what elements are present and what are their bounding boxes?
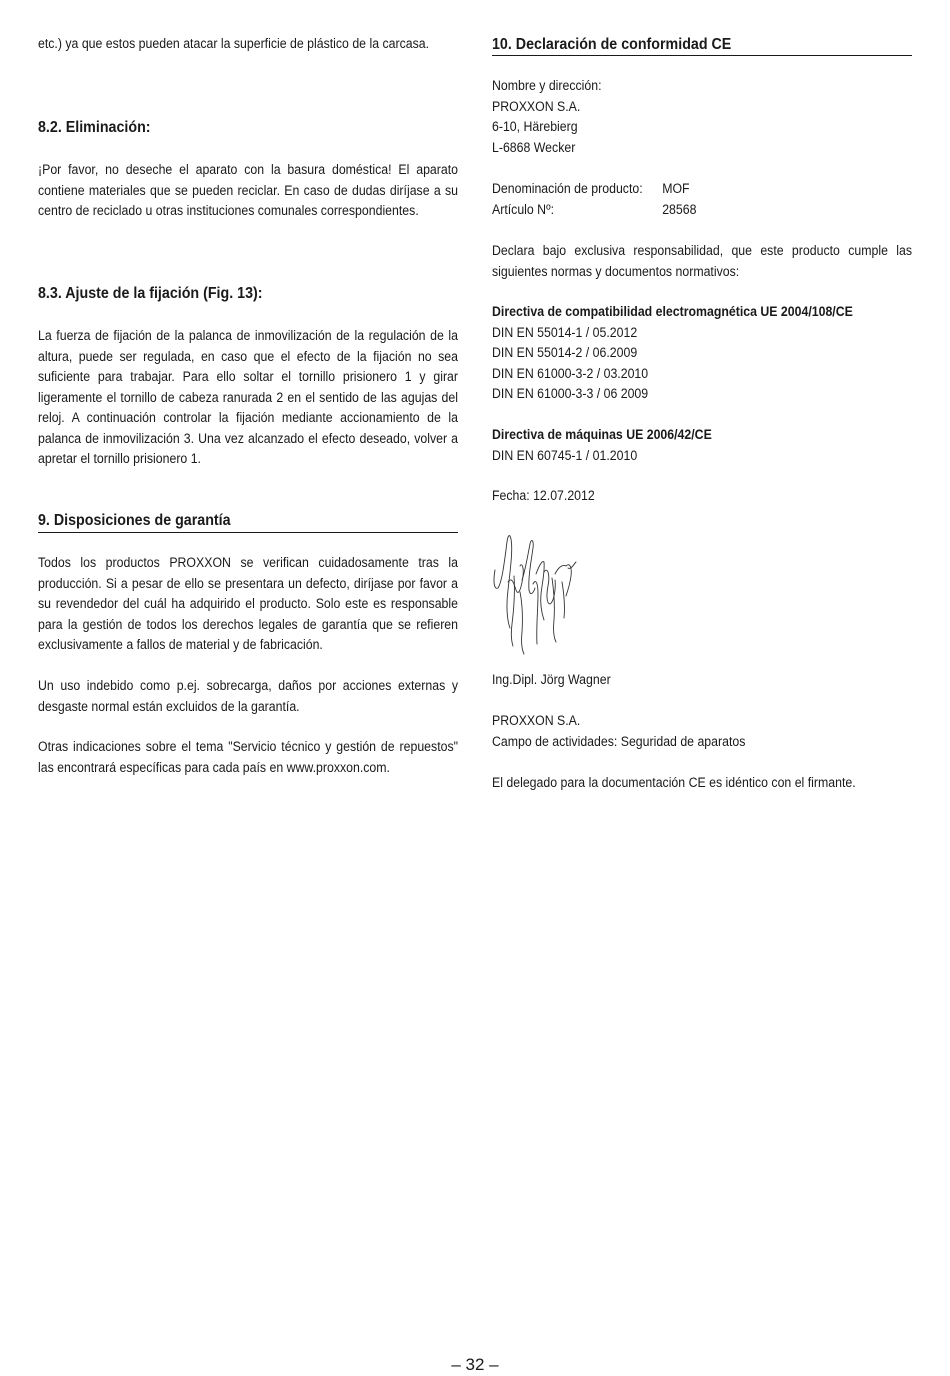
address-line: 6-10, Härebierg bbox=[492, 119, 578, 134]
emc-norm: DIN EN 55014-2 / 06.2009 bbox=[492, 345, 638, 360]
emc-norm: DIN EN 61000-3-2 / 03.2010 bbox=[492, 365, 649, 381]
emc-norm: DIN EN 55014-1 / 05.2012 bbox=[492, 324, 638, 340]
section-9-heading-rule bbox=[38, 511, 458, 533]
section-8-2-heading: 8.2. Eliminación: bbox=[38, 119, 151, 136]
delegate-note: El delegado para la documentación CE es idéntico con el firmante. bbox=[492, 775, 856, 790]
article-label: Artículo Nº: bbox=[492, 201, 555, 217]
address-label: Nombre y dirección: bbox=[492, 78, 602, 93]
product-row bbox=[492, 179, 912, 200]
company-block bbox=[492, 711, 912, 752]
section-10-heading: 10. Declaración de conformidad CE bbox=[492, 36, 732, 53]
emc-norm: DIN EN 61000-3-3 / 06 2009 bbox=[492, 386, 649, 401]
page-number: – 32 – bbox=[451, 1355, 499, 1374]
article-row bbox=[492, 200, 912, 221]
section-9-heading: 9. Disposiciones de garantía bbox=[38, 512, 231, 529]
machine-directive bbox=[492, 425, 912, 466]
product-value: MOF bbox=[662, 181, 690, 196]
address-block bbox=[492, 76, 912, 158]
machine-heading: Directiva de máquinas UE 2006/42/CE bbox=[492, 427, 712, 442]
company-name: PROXXON S.A. bbox=[492, 713, 581, 728]
product-info bbox=[492, 179, 912, 220]
signer-name: Ing.Dipl. Jörg Wagner bbox=[492, 672, 611, 687]
section-9-body-3: Otras indicaciones sobre el tema "Servicio técnico y gestión de repuestos" las encontrará específicas para cada país en www.proxxon.com. bbox=[38, 739, 459, 775]
section-8-2-body: ¡Por favor, no deseche el aparato con la basura doméstica! El aparato contiene materiales que se pueden reciclar. En caso de dudas diríjase a su centro de reciclado u otras instituciones comunales correspondientes. bbox=[38, 162, 459, 218]
date-text: Fecha: 12.07.2012 bbox=[492, 488, 595, 503]
emc-directive bbox=[492, 302, 912, 405]
declaration-text: Declara bajo exclusiva responsabilidad, que este producto cumple las siguientes normas y documentos normativos: bbox=[492, 243, 913, 279]
intro-text: etc.) ya que estos pueden atacar la superficie de plástico de la carcasa. bbox=[38, 36, 430, 51]
section-10-heading-rule bbox=[492, 35, 912, 56]
section-8-3-body: La fuerza de fijación de la palanca de inmovilización de la regulación de la altura, puede ser regulada, en caso que el efecto de la fijación no sea suficiente para trabajar. Para ello soltar el tornillo prisionero 1 y girar ligeramente el tornillo de cabeza ranurada 2 en el sentido de las agujas del reloj. A continuación controlar la fijación mediante accionamiento de la palanca de inmovilización 3. Una vez alcanzado el efecto deseado, volver a apretar el tornillo prisionero 1. bbox=[38, 328, 459, 466]
machine-norm: DIN EN 60745-1 / 01.2010 bbox=[492, 447, 638, 463]
section-9-body-2: Un uso indebido como p.ej. sobrecarga, daños por acciones externas y desgaste normal están excluidos de la garantía. bbox=[38, 678, 459, 714]
address-line: PROXXON S.A. bbox=[492, 98, 581, 114]
article-value: 28568 bbox=[662, 201, 697, 217]
product-label: Denominación de producto: bbox=[492, 181, 643, 196]
emc-heading: Directiva de compatibilidad electromagnética UE 2004/108/CE bbox=[492, 304, 853, 319]
section-8-3-heading: 8.3. Ajuste de la fijación (Fig. 13): bbox=[38, 285, 263, 302]
address-line: L-6868 Wecker bbox=[492, 139, 576, 155]
company-field: Campo de actividades: Seguridad de aparatos bbox=[492, 733, 746, 749]
signature-image bbox=[492, 532, 582, 656]
section-9-body-1: Todos los productos PROXXON se verifican cuidadosamente tras la producción. Si a pesar de ello se presentara un defecto, diríjase por favor a su revendedor del cuál ha adquirido el producto. Solo este es responsable para la gestión de todos los derechos legales de garantía que se refieren exclusivamente a fallos de material y de fabricación. bbox=[38, 555, 459, 652]
